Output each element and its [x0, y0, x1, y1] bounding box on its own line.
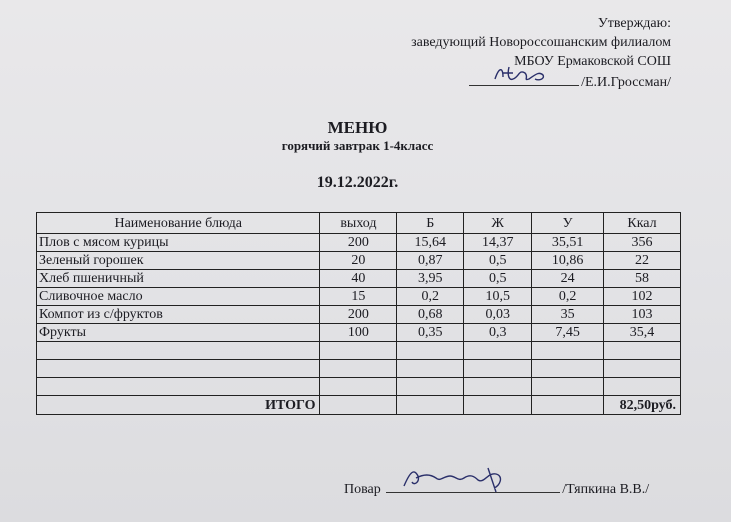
- dish-name-cell: [37, 360, 320, 378]
- value-cell: 0,2: [532, 288, 604, 306]
- value-cell: 35,51: [532, 234, 604, 252]
- cook-signature-line: [386, 478, 560, 493]
- value-cell: 0,3: [464, 324, 532, 342]
- table-row: [37, 324, 681, 342]
- value-cell: [532, 342, 604, 360]
- header-kcal: Ккал: [604, 213, 681, 234]
- value-cell: 14,37: [464, 234, 532, 252]
- table-row: [37, 360, 681, 378]
- value-cell: [397, 342, 464, 360]
- value-cell: 40: [320, 270, 397, 288]
- value-cell: [464, 360, 532, 378]
- value-cell: 35,4: [604, 324, 681, 342]
- value-cell: 0,03: [464, 306, 532, 324]
- value-cell: [604, 342, 681, 360]
- menu-title: МЕНЮ: [327, 118, 388, 137]
- dish-name-cell: [37, 342, 320, 360]
- menu-date: 19.12.2022г.: [316, 174, 399, 191]
- table-header-row: [37, 213, 681, 234]
- table-row: [37, 252, 681, 270]
- header-portion: выход: [320, 213, 397, 234]
- table-total-row: [37, 396, 681, 415]
- table-row: [37, 306, 681, 324]
- value-cell: 103: [604, 306, 681, 324]
- total-empty-cell: [320, 396, 397, 415]
- dish-name-cell: [37, 378, 320, 396]
- value-cell: [464, 378, 532, 396]
- table-row: [37, 288, 681, 306]
- value-cell: 24: [532, 270, 604, 288]
- approval-block: [411, 14, 671, 92]
- dish-name-cell: Хлеб пшеничный: [37, 270, 320, 288]
- value-cell: 10,86: [532, 252, 604, 270]
- value-cell: 0,2: [397, 288, 464, 306]
- dish-name-cell: Фрукты: [37, 324, 320, 342]
- handwritten-signature-icon: [400, 464, 520, 494]
- total-empty-cell: [532, 396, 604, 415]
- cook-signature-row: [344, 478, 649, 498]
- value-cell: [532, 378, 604, 396]
- cook-label: Повар: [344, 482, 381, 497]
- approval-signature-line: [469, 71, 579, 86]
- table-row: [37, 378, 681, 396]
- value-cell: 100: [320, 324, 397, 342]
- total-label: ИТОГО: [37, 396, 320, 415]
- value-cell: 3,95: [397, 270, 464, 288]
- value-cell: [320, 378, 397, 396]
- value-cell: 0,5: [464, 270, 532, 288]
- value-cell: [532, 360, 604, 378]
- value-cell: 200: [320, 306, 397, 324]
- header-fat: Ж: [464, 213, 532, 234]
- value-cell: 35: [532, 306, 604, 324]
- header-protein: Б: [397, 213, 464, 234]
- header-carbs: У: [532, 213, 604, 234]
- value-cell: 102: [604, 288, 681, 306]
- value-cell: 0,68: [397, 306, 464, 324]
- menu-subtitle: горячий завтрак 1-4класс: [281, 138, 434, 153]
- total-empty-cell: [464, 396, 532, 415]
- value-cell: [320, 360, 397, 378]
- value-cell: 356: [604, 234, 681, 252]
- value-cell: [464, 342, 532, 360]
- value-cell: 0,5: [464, 252, 532, 270]
- menu-table: [36, 212, 681, 415]
- value-cell: 10,5: [464, 288, 532, 306]
- dish-name-cell: Зеленый горошек: [37, 252, 320, 270]
- value-cell: 200: [320, 234, 397, 252]
- approval-signature-row: [411, 71, 671, 92]
- approval-line-3: МБОУ Ермаковской СОШ: [514, 54, 671, 69]
- value-cell: 0,87: [397, 252, 464, 270]
- value-cell: [604, 378, 681, 396]
- value-cell: 20: [320, 252, 397, 270]
- approval-signer: /Е.И.Гроссман/: [581, 75, 671, 90]
- table-row: [37, 342, 681, 360]
- value-cell: 7,45: [532, 324, 604, 342]
- total-empty-cell: [397, 396, 464, 415]
- table-row: [37, 234, 681, 252]
- approval-line-1: Утверждаю:: [597, 16, 671, 31]
- value-cell: 58: [604, 270, 681, 288]
- value-cell: [604, 360, 681, 378]
- value-cell: [397, 360, 464, 378]
- approval-line-2: заведующий Новороссошанским филиалом: [411, 35, 671, 50]
- total-value: 82,50руб.: [604, 396, 681, 415]
- dish-name-cell: Сливочное масло: [37, 288, 320, 306]
- table-row: [37, 270, 681, 288]
- value-cell: 15,64: [397, 234, 464, 252]
- value-cell: [397, 378, 464, 396]
- cook-name: /Тяпкина В.В./: [562, 482, 650, 497]
- handwritten-signature-icon: [491, 63, 551, 85]
- header-dish-name: Наименование блюда: [37, 213, 320, 234]
- value-cell: 22: [604, 252, 681, 270]
- dish-name-cell: Компот из с/фруктов: [37, 306, 320, 324]
- value-cell: 0,35: [397, 324, 464, 342]
- value-cell: [320, 342, 397, 360]
- dish-name-cell: Плов с мясом курицы: [37, 234, 320, 252]
- value-cell: 15: [320, 288, 397, 306]
